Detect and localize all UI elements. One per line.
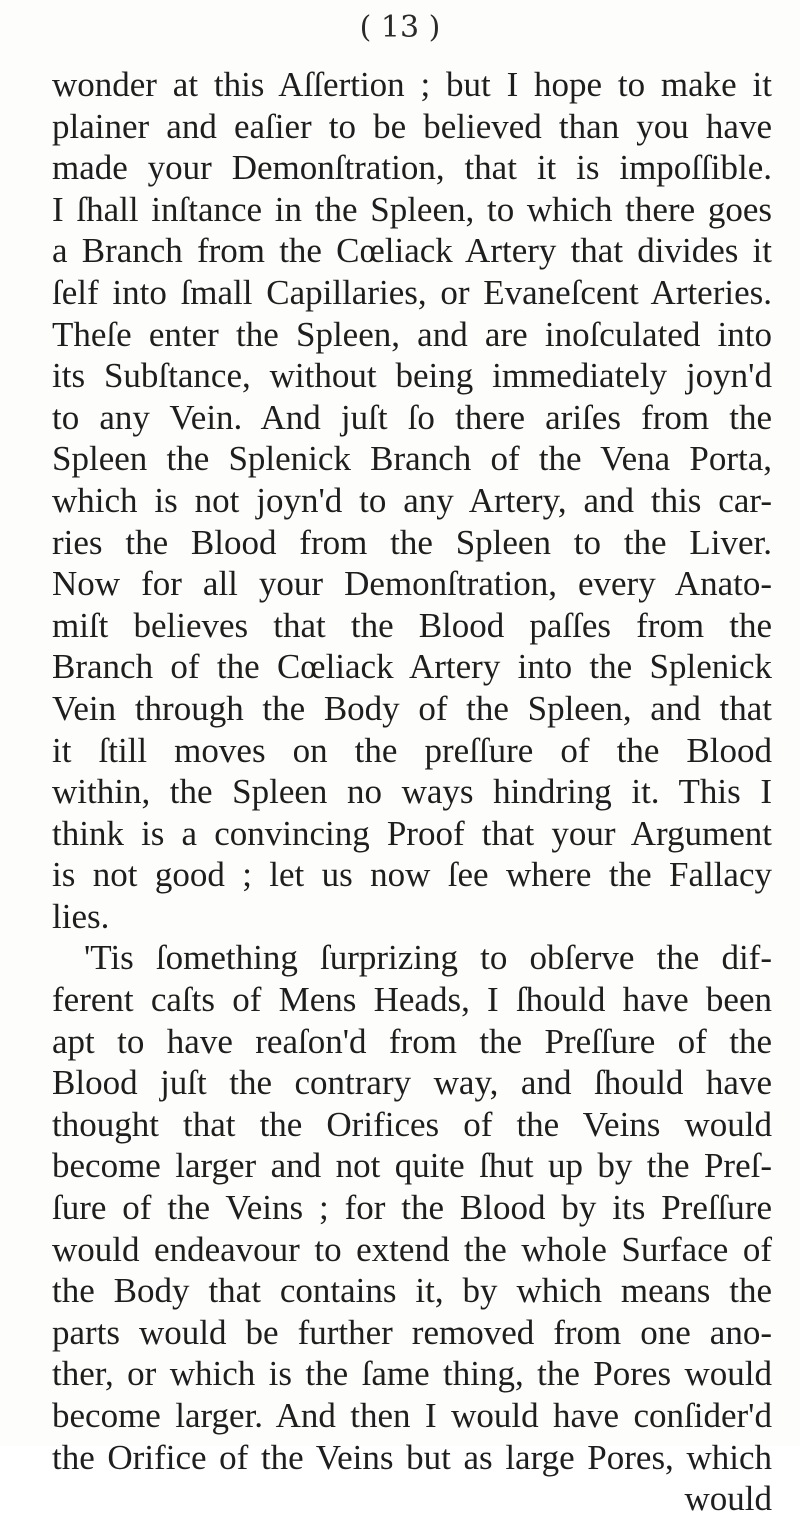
text-line: Vein through the Body of the Spleen, and that — [52, 688, 772, 728]
body-text — [52, 64, 772, 1520]
text-line: think is a convincing Proof that your Argument — [52, 813, 772, 853]
text-line: Blood juſt the contrary way, and ſhould have — [52, 1063, 772, 1103]
text-line: Branch of the Cœliack Artery into the Splenick — [52, 647, 772, 687]
text-line: 'Tis ſomething ſurprizing to obſerve the dif- — [84, 938, 772, 978]
text-line: the Body that contains it, by which means the — [52, 1271, 772, 1311]
text-line: lies. — [52, 896, 110, 936]
text-line: its Subſtance, without being immediately joyn'd — [52, 356, 772, 396]
text-line: miſt believes that the Blood paſſes from the — [52, 605, 772, 645]
paragraph-2 — [52, 937, 772, 1478]
catchword: would — [684, 1479, 772, 1519]
text-line: Now for all your Demonſtration, every Anato- — [52, 564, 772, 604]
page-number: ( 13 ) — [359, 10, 441, 45]
text-line: which is not joyn'd to any Artery, and this car- — [52, 480, 772, 520]
text-line: it ſtill moves on the preſſure of the Blood — [52, 730, 772, 770]
text-line: become larger. And then I would have conſider'd — [52, 1396, 772, 1435]
text-line: the Orifice of the Veins but as large Pores, which — [52, 1437, 772, 1477]
text-line: thought that the Orifices of the Veins would — [52, 1104, 772, 1144]
paragraph-1 — [52, 64, 772, 937]
text-line: would endeavour to extend the whole Surface of — [52, 1229, 772, 1269]
text-line: plainer and eaſier to be believed than you have — [52, 106, 772, 146]
text-line: parts would be further removed from one ano- — [52, 1312, 772, 1352]
text-line: apt to have reaſon'd from the Preſſure of the — [52, 1021, 772, 1061]
text-line: ferent caſts of Mens Heads, I ſhould have been — [52, 980, 772, 1020]
text-line: ther, or which is the ſame thing, the Pores would — [52, 1354, 772, 1394]
text-line: to any Vein. And juſt ſo there ariſes from the — [52, 397, 772, 437]
text-line: made your Demonſtration, that it is impoſſible. — [52, 148, 772, 188]
text-line: ries the Blood from the Spleen to the Liver. — [52, 522, 772, 562]
text-line: Theſe enter the Spleen, and are inoſculated into — [52, 314, 772, 354]
text-line: a Branch from the Cœliack Artery that divides it — [52, 231, 772, 271]
text-line: ſelf into ſmall Capillaries, or Evaneſcent Arteries. — [52, 272, 772, 312]
text-line: within, the Spleen no ways hindring it. This I — [52, 772, 772, 812]
text-line: is not good ; let us now ſee where the Fallacy — [52, 855, 772, 895]
text-line: I ſhall inſtance in the Spleen, to which there goes — [52, 189, 772, 229]
text-line: Spleen the Splenick Branch of the Vena Porta, — [52, 439, 772, 479]
text-line: become larger and not quite ſhut up by the Preſ- — [52, 1146, 772, 1186]
text-line: ſure of the Veins ; for the Blood by its Preſſure — [52, 1188, 772, 1228]
text-line: wonder at this Aſſertion ; but I hope to make it — [52, 65, 772, 104]
